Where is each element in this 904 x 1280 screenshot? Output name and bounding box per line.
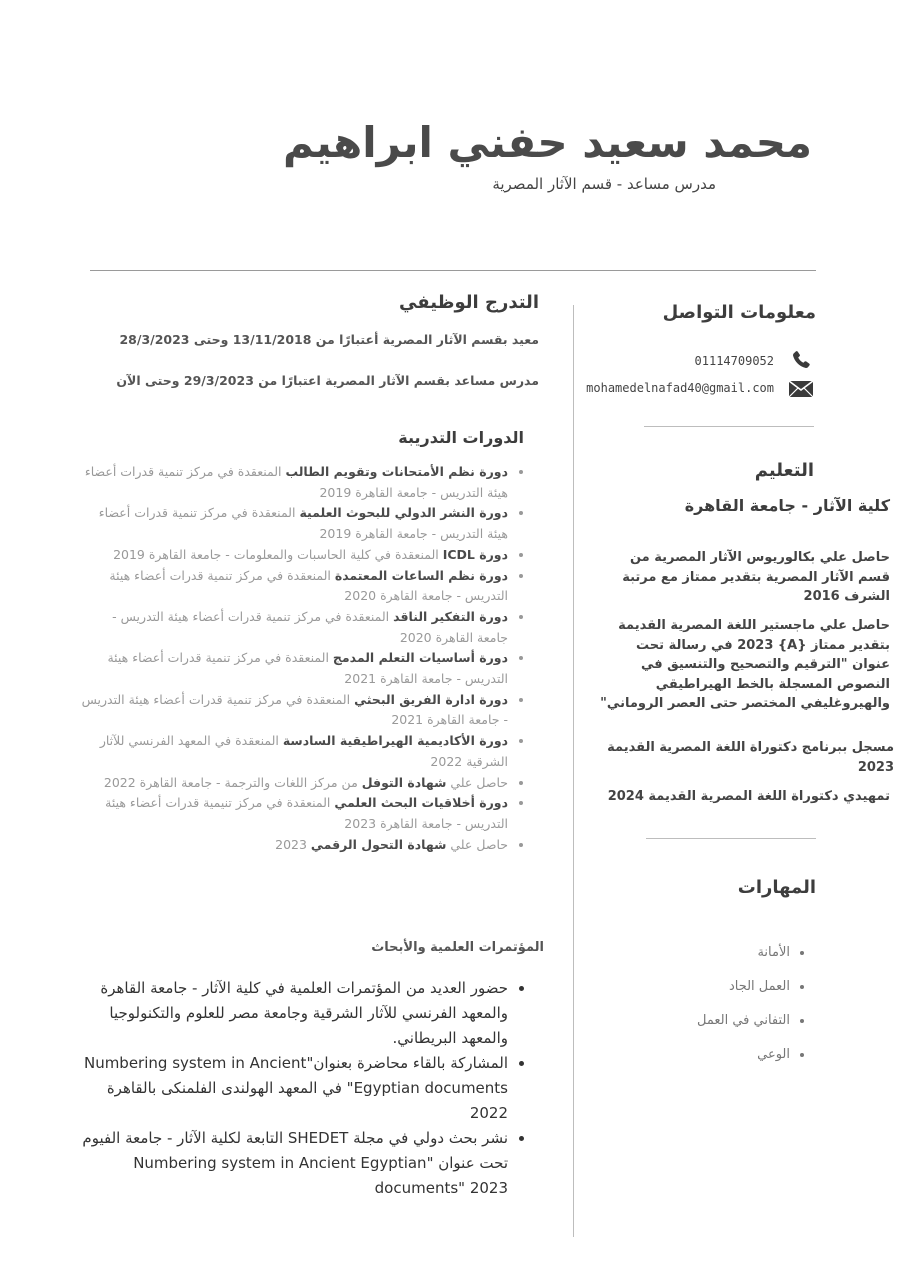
envelope-icon [788, 380, 814, 398]
list-item: • دورة أساسيات التعلم المدمج المنعقدة في مركز تنمية قدرات أعضاء هيئة التدريس - جامعة القاهرة 2021 [78, 648, 508, 689]
email-address[interactable]: mohamedelnafad40@gmail.com [586, 381, 774, 395]
list-item: • دورة التفكير الناقد المنعقدة في مركز تنمية قدرات أعضاء هيئة التدريس - جامعة القاهرة 2020 [78, 607, 508, 648]
phone-icon [788, 348, 812, 372]
job-subtitle: مدرس مساعد - قسم الآثار المصرية [492, 175, 716, 193]
contact-title: معلومات التواصل [662, 302, 816, 323]
list-item: • نشر بحث دولي في مجلة SHEDET التابعة لكلية الآثار - جامعة الفيوم تحت عنوان "Numbering system in Ancient Egyptian documents" 2023 [68, 1126, 508, 1201]
list-item: • حاصل علي شهادة التحول الرقمي 2023 [78, 835, 508, 856]
education-entry: حاصل علي بكالوريوس الآثار المصرية من قسم الآثار المصرية بتقدير ممتاز مع مرتبة الشرف 2016 [622, 550, 890, 604]
person-name: محمد سعيد حفني ابراهيم [283, 118, 812, 167]
list-item: • دورة النشر الدولي للبحوث العلمية المنعقدة في مركز تنمية قدرات أعضاء هيئة التدريس - جامعة القاهرة 2019 [78, 503, 508, 544]
contact-divider [644, 426, 814, 427]
education-title: التعليم [754, 460, 814, 481]
header-divider [90, 270, 816, 271]
courses-title: الدورات التدريبة [398, 428, 524, 447]
skills-title: المهارات [737, 877, 816, 898]
education-entry: تمهيدي دكتوراة اللغة المصرية القديمة 2024 [607, 789, 890, 804]
career-line-1: معيد بقسم الآثار المصرية أعتبارًا من 13/11/2018 وحتى 28/3/2023 [119, 332, 539, 347]
list-item: • حاصل علي شهادة التوفل من مركز اللغات والترجمة - جامعة القاهرة 2022 [78, 773, 508, 794]
conferences-title: المؤتمرات العلمية والأبحاث [371, 940, 544, 955]
list-item: • التفاني في العمل [697, 1004, 790, 1038]
list-item: • دورة نظم الساعات المعتمدة المنعقدة في مركز تنمية قدرات أعضاء هيئة التدريس - جامعة القاهرة 2020 [78, 566, 508, 607]
list-item: • حضور العديد من المؤتمرات العلمية في كلية الآثار - جامعة القاهرة والمعهد الفرنسي للآثار الشرقية وجامعة مصر للعلوم والتكنولوجيا والمعهد البريطاني. [68, 976, 508, 1051]
list-item: • المشاركة بالقاء محاضرة بعنوان"Numbering system in Ancient Egyptian documents" في المعهد الهولندى الفلمنكى بالقاهرة 2022 [68, 1051, 508, 1126]
list-item: • دورة نظم الأمتحانات وتقويم الطالب المنعقدة في مركز تنمية قدرات أعضاء هيئة التدريس - جامعة القاهرة 2019 [78, 462, 508, 503]
education-school: كلية الآثار - جامعة القاهرة [684, 496, 890, 515]
career-line-2: مدرس مساعد بقسم الآثار المصرية اعتبارًا من 29/3/2023 وحتى الآن [116, 373, 539, 388]
conferences-list [68, 976, 524, 1201]
education-divider [646, 838, 816, 839]
list-item: • دورة الأكاديمية الهيراطيقية السادسة المنعقدة في المعهد الفرنسي للآثار الشرقية 2022 [78, 731, 508, 772]
education-entry: حاصل علي ماجستير اللغة المصرية القديمة بتقدير ممتاز {A} 2023 في رسالة تحت عنوان "الترقيم والتصحيح والتنسيق في النصوص المسجلة بالخط الهيراطيقي والهيروغليفي المختصر حتى العصر الروماني" [600, 618, 890, 711]
list-item: • العمل الجاد [697, 970, 790, 1004]
list-item: • دورة ادارة الفريق البحثي المنعقدة في مركز تنمية قدرات أعضاء هيئة التدريس - جامعة القاهرة 2021 [78, 690, 508, 731]
skills-list [697, 936, 806, 1072]
list-item: • دورة ICDL المنعقدة في كلية الحاسبات والمعلومات - جامعة القاهرة 2019 [78, 545, 508, 566]
list-item: • دورة أخلاقيات البحث العلمي المنعقدة في مركز تنيمية قدرات أعضاء هيئة التدريس - جامعة القاهرة 2023 [78, 793, 508, 834]
courses-list [78, 462, 524, 855]
list-item: • الأمانة [697, 936, 790, 970]
list-item: • الوعي [697, 1038, 790, 1072]
phone-number[interactable]: 01114709052 [694, 354, 774, 368]
column-divider [573, 305, 574, 1237]
career-title: التدرج الوظيفي [399, 292, 539, 313]
education-entry: مسجل ببرنامج دكتوراة اللغة المصرية القديمة 2023 [607, 740, 894, 775]
